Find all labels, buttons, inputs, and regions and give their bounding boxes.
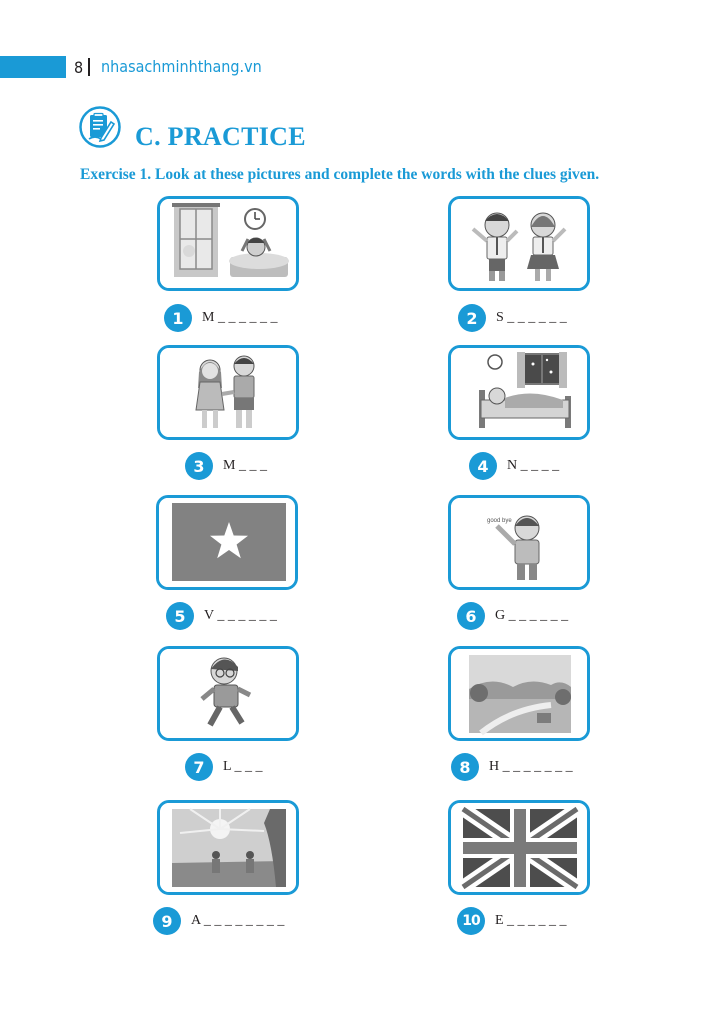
- picture-4: [448, 345, 590, 440]
- word-clue: M _ _ _: [223, 458, 267, 473]
- word-clue: H _ _ _ _ _ _ _: [489, 759, 573, 774]
- number-badge: 9: [153, 907, 181, 935]
- item-7: [185, 752, 263, 782]
- item-4: [469, 451, 559, 481]
- number-badge: 7: [185, 753, 213, 781]
- number-badge: 4: [469, 452, 497, 480]
- item-5: [166, 601, 277, 631]
- word-clue: V _ _ _ _ _ _: [204, 608, 277, 623]
- picture-5: [156, 495, 298, 590]
- item-10: [457, 906, 567, 936]
- site-link[interactable]: nhasachminhthang.vn: [101, 57, 262, 76]
- picture-9: [157, 800, 299, 895]
- picture-6: [448, 495, 590, 590]
- good-bye-caption: good bye: [487, 518, 512, 524]
- picture-3: [157, 345, 299, 440]
- picture-8: [448, 646, 590, 741]
- item-2: [458, 303, 567, 333]
- page-header-bar: [0, 56, 66, 78]
- word-clue: L _ _ _: [223, 759, 263, 774]
- item-1: [164, 303, 277, 333]
- picture-7: [157, 646, 299, 741]
- word-clue: A _ _ _ _ _ _ _ _: [191, 913, 285, 928]
- number-badge: 3: [185, 452, 213, 480]
- section-title: C. PRACTICE: [135, 122, 306, 151]
- picture-2: [448, 196, 590, 291]
- picture-1: [157, 196, 299, 291]
- number-badge: 10: [457, 907, 485, 935]
- item-3: [185, 451, 267, 481]
- header-divider: [88, 58, 90, 76]
- picture-10: [448, 800, 590, 895]
- number-badge: 1: [164, 304, 192, 332]
- word-clue: S _ _ _ _ _ _: [496, 310, 567, 325]
- item-6: [457, 601, 568, 631]
- item-9: [153, 906, 284, 936]
- word-clue: E _ _ _ _ _ _: [495, 913, 567, 928]
- page-number: 8: [74, 58, 84, 77]
- word-clue: M _ _ _ _ _ _: [202, 310, 278, 325]
- word-clue: N _ _ _ _: [507, 458, 560, 473]
- item-8: [451, 752, 573, 782]
- number-badge: 8: [451, 753, 479, 781]
- pencil-notepad-icon: [79, 106, 121, 148]
- exercise-instruction: Exercise 1. Look at these pictures and complete the words with the clues given.: [80, 166, 600, 183]
- number-badge: 2: [458, 304, 486, 332]
- number-badge: 6: [457, 602, 485, 630]
- word-clue: G _ _ _ _ _ _: [495, 608, 569, 623]
- number-badge: 5: [166, 602, 194, 630]
